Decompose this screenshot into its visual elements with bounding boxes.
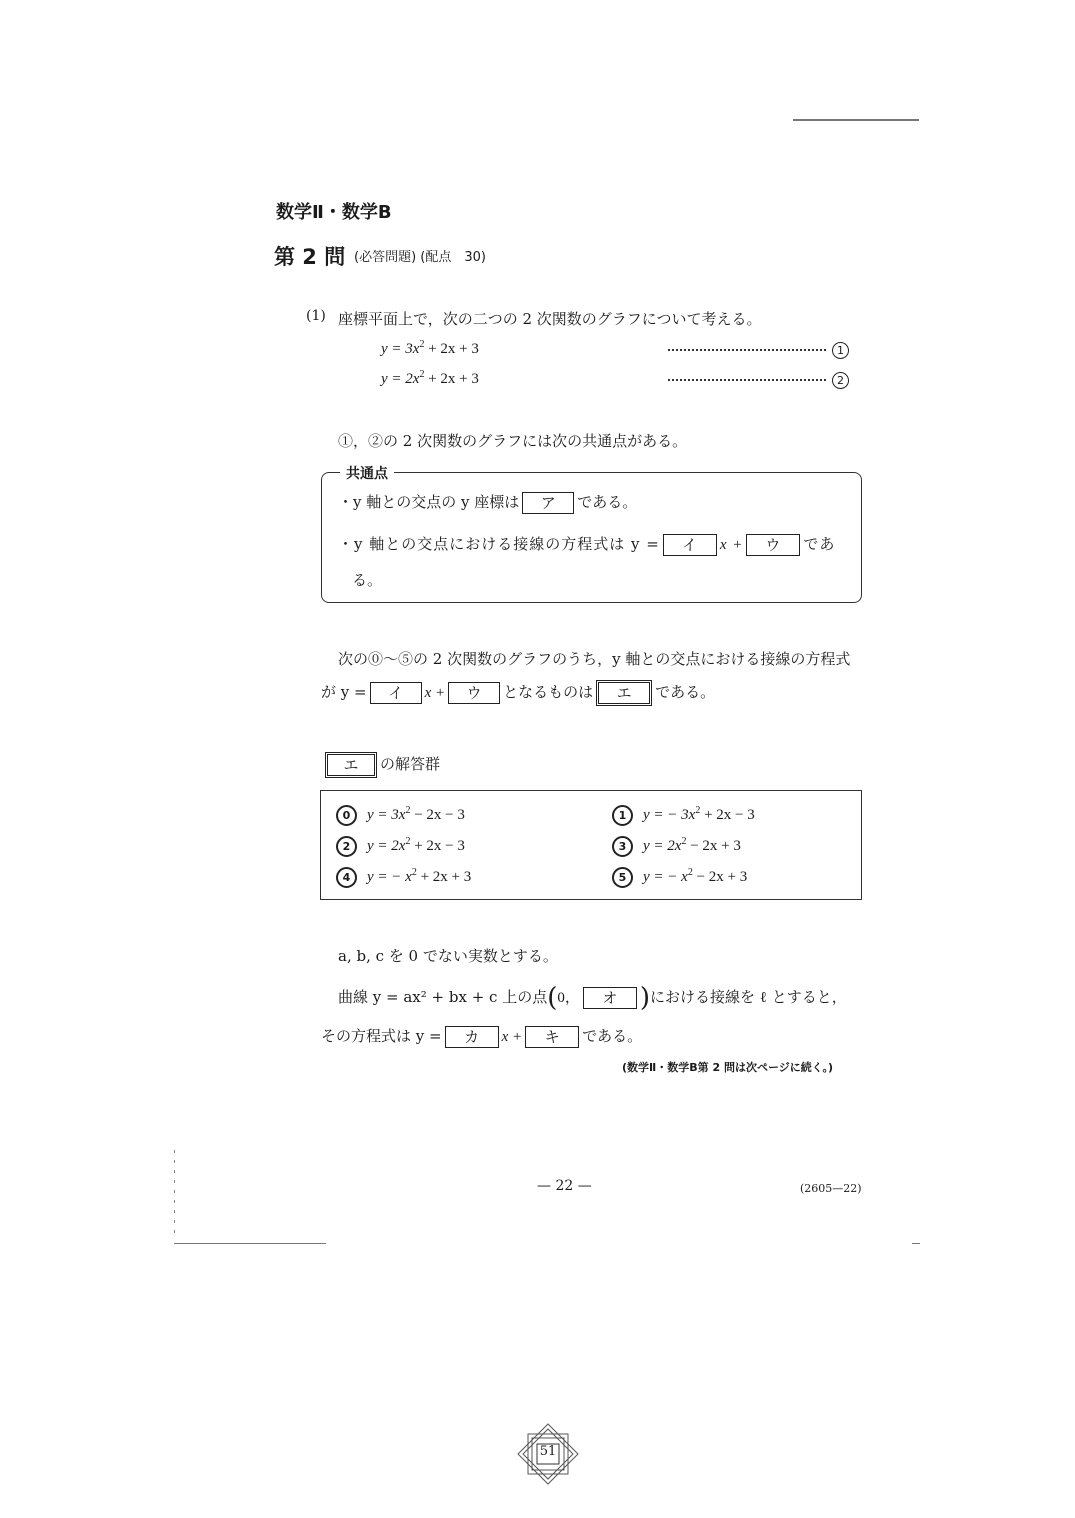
bottom-rule-right xyxy=(912,1243,920,1244)
answer-box-a[interactable]: ア xyxy=(522,492,574,514)
page-number: — 22 — xyxy=(537,1178,592,1194)
option-number: 0 xyxy=(336,805,357,826)
equation-2-lhs: y = 2x xyxy=(381,371,420,387)
option-5[interactable]: 5 y = − $x^2 - 2x + 3$ xyxy=(612,867,747,888)
part1-intro: 座標平面上で，次の二つの 2 次関数のグラフについて考える。 xyxy=(338,310,762,328)
question-e-line-2-mid: x + xyxy=(424,685,446,701)
abc-point: 0， xyxy=(557,990,580,1006)
common-point-sentence: ①，②の 2 次関数のグラフには次の共通点がある。 xyxy=(338,432,688,450)
answer-box-ki[interactable]: キ xyxy=(525,1026,579,1048)
circled-number: 1 xyxy=(832,342,849,359)
option-number: 1 xyxy=(612,805,633,826)
option-text-rest: − 2x − 3 xyxy=(410,807,465,823)
abc-line-3-text: その方程式は y = xyxy=(321,1027,442,1045)
abc-line-3-mid: x + xyxy=(501,1029,523,1045)
option-2[interactable]: 2 $y = 2x^2 + 2x - 3$ xyxy=(336,836,465,857)
option-text-rest: − 2x + 3 xyxy=(686,838,741,854)
common-line-2-mid: x + xyxy=(719,537,744,553)
abc-line-2-text: 曲線 y = ax² + bx + c 上の点 xyxy=(338,988,548,1006)
option-4[interactable]: 4 y = − $x^2 + 2x + 3$ xyxy=(336,867,471,888)
answer-group-label-text: の解答群 xyxy=(380,755,441,773)
common-line-2 xyxy=(338,533,835,556)
sheet-number: 51 xyxy=(539,1444,557,1459)
option-text-rest: + 2x − 3 xyxy=(410,838,465,854)
circled-number: 2 xyxy=(832,372,849,389)
equation-1-lhs: y = 3x xyxy=(381,341,420,357)
question-e-line-2-middle: となるものは xyxy=(503,683,594,701)
answer-box-e-label: エ xyxy=(325,752,377,778)
question-e-line-2-end: である。 xyxy=(655,683,716,701)
equation-2: $y = 2x^2 + 2x + 3$ xyxy=(381,369,479,387)
equation-1-mark xyxy=(832,340,849,359)
option-text: y = 2x xyxy=(367,838,406,854)
answer-box-u-2[interactable]: ウ xyxy=(448,682,500,704)
equation-2-mark xyxy=(832,370,849,389)
option-number: 3 xyxy=(612,836,633,857)
left-margin-dots xyxy=(174,1150,175,1235)
common-line-3: る。 xyxy=(352,571,383,589)
answer-box-ka[interactable]: カ xyxy=(445,1026,499,1048)
common-point-title: 共通点 xyxy=(340,463,394,483)
common-line-2-text: ・y 軸との交点における接線の方程式は y = xyxy=(338,535,660,553)
common-line-1-end: である。 xyxy=(577,493,638,511)
document-code: (2605—22) xyxy=(800,1182,862,1195)
sheet-number-emblem xyxy=(516,1422,580,1486)
abc-line-3-end: である。 xyxy=(582,1027,643,1045)
right-paren: ) xyxy=(639,983,651,1013)
option-text: y = − x xyxy=(367,869,412,885)
option-number: 2 xyxy=(336,836,357,857)
bottom-rule xyxy=(174,1243,326,1244)
equation-2-leader xyxy=(668,379,826,381)
abc-line-2-end: における接線を ℓ とすると， xyxy=(650,988,847,1006)
question-e-line-2-text: が y = xyxy=(321,683,367,701)
abc-line-2 xyxy=(338,983,847,1013)
common-line-2-end: であ xyxy=(803,535,836,553)
answer-box-o[interactable]: オ xyxy=(583,987,637,1009)
option-number: 4 xyxy=(336,867,357,888)
equation-1-rhs: + 2x + 3 xyxy=(424,341,479,357)
equation-1-leader xyxy=(668,349,826,351)
question-e-line-1: 次の⓪〜⑤の 2 次関数のグラフのうち，y 軸との交点における接線の方程式 xyxy=(338,650,851,668)
common-line-1 xyxy=(338,491,637,514)
top-rule xyxy=(793,119,919,121)
abc-line-3 xyxy=(321,1025,642,1048)
option-0[interactable]: 0 $y = 3x^2 - 2x - 3$ xyxy=(336,805,465,826)
common-line-1-text: ・y 軸との交点の y 座標は xyxy=(338,493,520,511)
question-note: (必答問題) (配点 30) xyxy=(354,250,486,265)
option-text: y = 2x xyxy=(643,838,682,854)
option-text-rest: − 2x + 3 xyxy=(692,869,748,885)
answer-box-u[interactable]: ウ xyxy=(746,534,800,556)
option-text: y = 3x xyxy=(367,807,406,823)
answer-box-i[interactable]: イ xyxy=(663,534,717,556)
answer-box-i-2[interactable]: イ xyxy=(370,682,422,704)
answer-box-e[interactable]: エ xyxy=(596,680,652,706)
option-text: y = − x xyxy=(643,869,688,885)
equation-2-rhs: + 2x + 3 xyxy=(424,371,479,387)
continued-note: (数学Ⅱ・数学B第 2 問は次ページに続く。) xyxy=(622,1061,834,1074)
equation-1: $y = 3x^2 + 2x + 3$ xyxy=(381,339,479,357)
option-text: y = − 3x xyxy=(643,807,696,823)
subject-title: 数学Ⅱ・数学B xyxy=(276,202,392,223)
option-text-rest: + 2x + 3 xyxy=(416,869,472,885)
option-1[interactable]: 1 y = − $3x^2 + 2x - 3$ xyxy=(612,805,755,826)
question-e-line-2 xyxy=(321,680,715,706)
answer-group-label xyxy=(325,752,440,778)
question-title: 第 2 問 xyxy=(274,245,346,269)
option-text-rest: + 2x − 3 xyxy=(700,807,755,823)
left-paren: ( xyxy=(547,983,558,1013)
option-number: 5 xyxy=(612,867,633,888)
abc-line-1: a, b, c を 0 でない実数とする。 xyxy=(338,947,558,965)
option-3[interactable]: 3 $y = 2x^2 - 2x + 3$ xyxy=(612,836,741,857)
part-number: (1) xyxy=(306,308,326,324)
